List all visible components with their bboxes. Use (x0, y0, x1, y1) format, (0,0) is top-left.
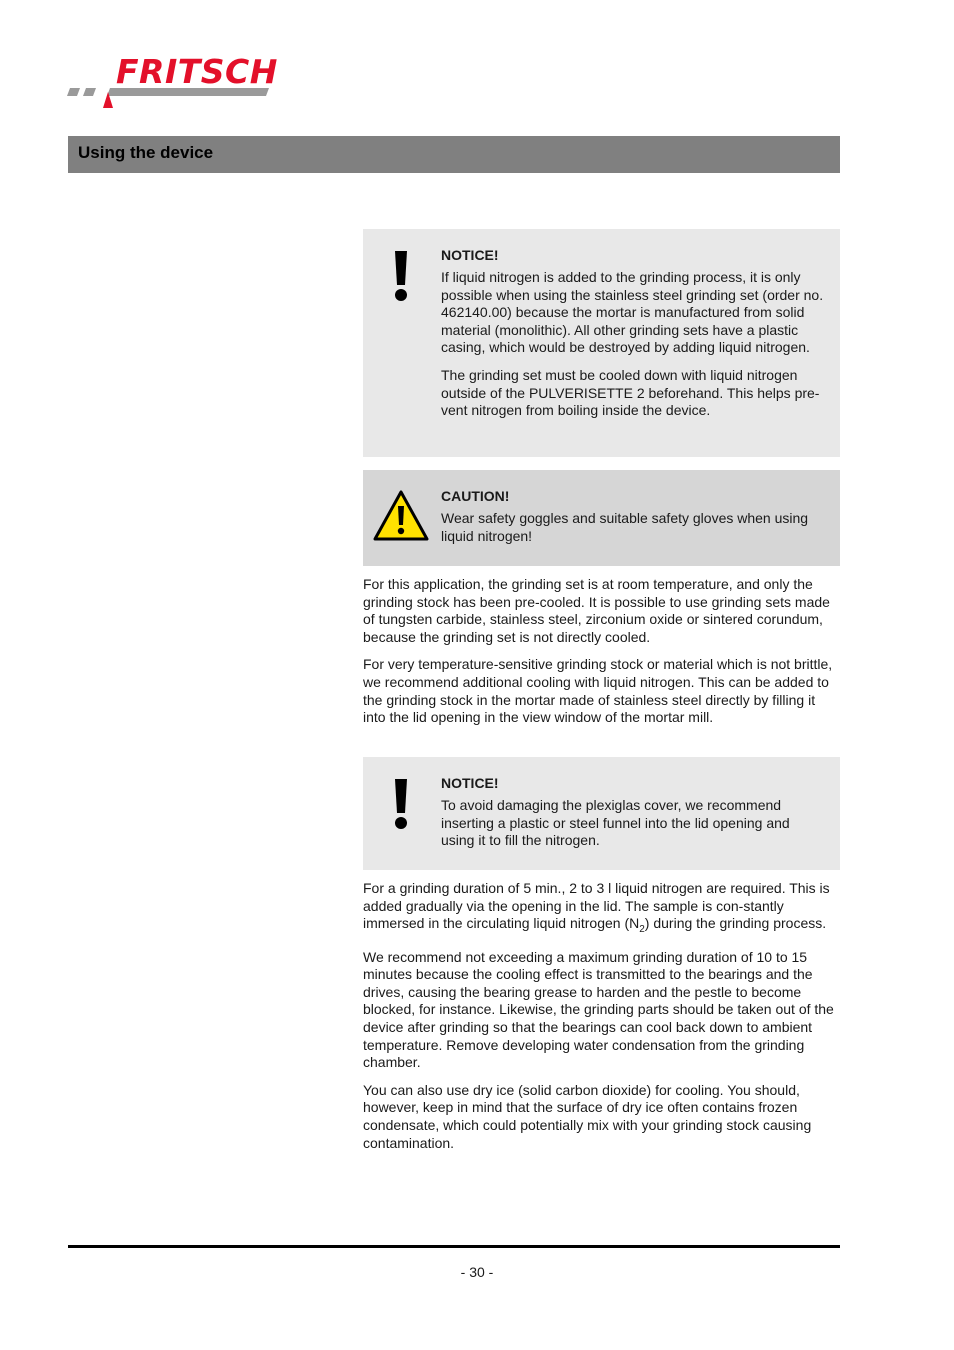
text-run: ) during the grinding process. (644, 915, 827, 932)
notice-box-funnel (363, 757, 840, 870)
caution-box (363, 470, 840, 566)
page-number: - 30 - (460, 1264, 494, 1280)
warning-triangle-icon (373, 490, 429, 547)
body-paragraph: We recommend not exceeding a maximum grinding duration of 10 to 15 minutes because the cooling effect is transmitted to the bearings and the drives, causing the bearing grease to harden and the pestle to become blocked, for instance. Likewise, the grinding parts should be taken out of the device after grinding so that the bearings can cool back down to ambient temperature. Remove developing water condensation from the grinding chamber. (363, 948, 834, 1071)
footer-rule (68, 1245, 840, 1248)
exclamation-icon (383, 251, 419, 306)
body-section-1 (363, 576, 841, 737)
notice-box-nitrogen (363, 229, 840, 457)
caution-label: CAUTION! (441, 488, 510, 504)
exclamation-icon (383, 779, 419, 834)
notice-label: NOTICE! (441, 775, 499, 791)
body-paragraph: For very temperature-sensitive grinding stock or material which is not brittle, we recommend additional cooling with liquid nitrogen. This can be added to the grinding stock in the mortar made of stainless steel directly by filling it into the lid opening in the view window of the mortar mill. (363, 656, 833, 726)
notice-text: To avoid damaging the plexiglas cover, we recommend inserting a plastic or steel funnel into the lid opening and using it to fill the nitrogen. (441, 797, 790, 849)
fritsch-logo (66, 52, 286, 110)
text-run: For a grinding duration of 5 min., 2 to 3 l liquid nitrogen are required. This is added gradually via the opening in the lid. The sample is con-stantly immersed in the circulating liquid nitrogen (N (363, 880, 830, 932)
body-paragraph (363, 880, 841, 939)
logo-wordmark: FRITSCH (116, 52, 278, 91)
body-paragraph: For this application, the grinding set is at room temperature, and only the grinding stock has been pre-cooled. It is possible to use grinding sets made of tungsten carbide, stainless steel, zirconium oxide or sintered corundum, because the grinding set is not directly cooled. (363, 576, 830, 645)
notice-text: If liquid nitrogen is added to the grinding process, it is only possible when using the stainless steel grinding set (order no. 462140.00) because the mortar is manufactured from solid material (monolithic). All other grinding sets have a plastic casing, which would be destroyed by adding liquid nitrogen. (441, 269, 824, 356)
section-header (68, 136, 840, 173)
body-paragraph: You can also use dry ice (solid carbon dioxide) for cooling. You should, however, keep in mind that the surface of dry ice often contains frozen condensate, which could potentially mix with your grinding stock causing contamination. (363, 1081, 812, 1151)
section-title: Using the device (78, 143, 214, 162)
body-section-2 (363, 880, 841, 1162)
notice-label: NOTICE! (441, 247, 499, 263)
notice-text: The grinding set must be cooled down with liquid nitrogen outside of the PULVERISETTE 2 beforehand. This helps pre-vent nitrogen from boiling inside the device. (441, 366, 820, 419)
caution-text: Wear safety goggles and suitable safety gloves when using liquid nitrogen! (441, 510, 809, 544)
subscript: 2 (639, 923, 645, 935)
